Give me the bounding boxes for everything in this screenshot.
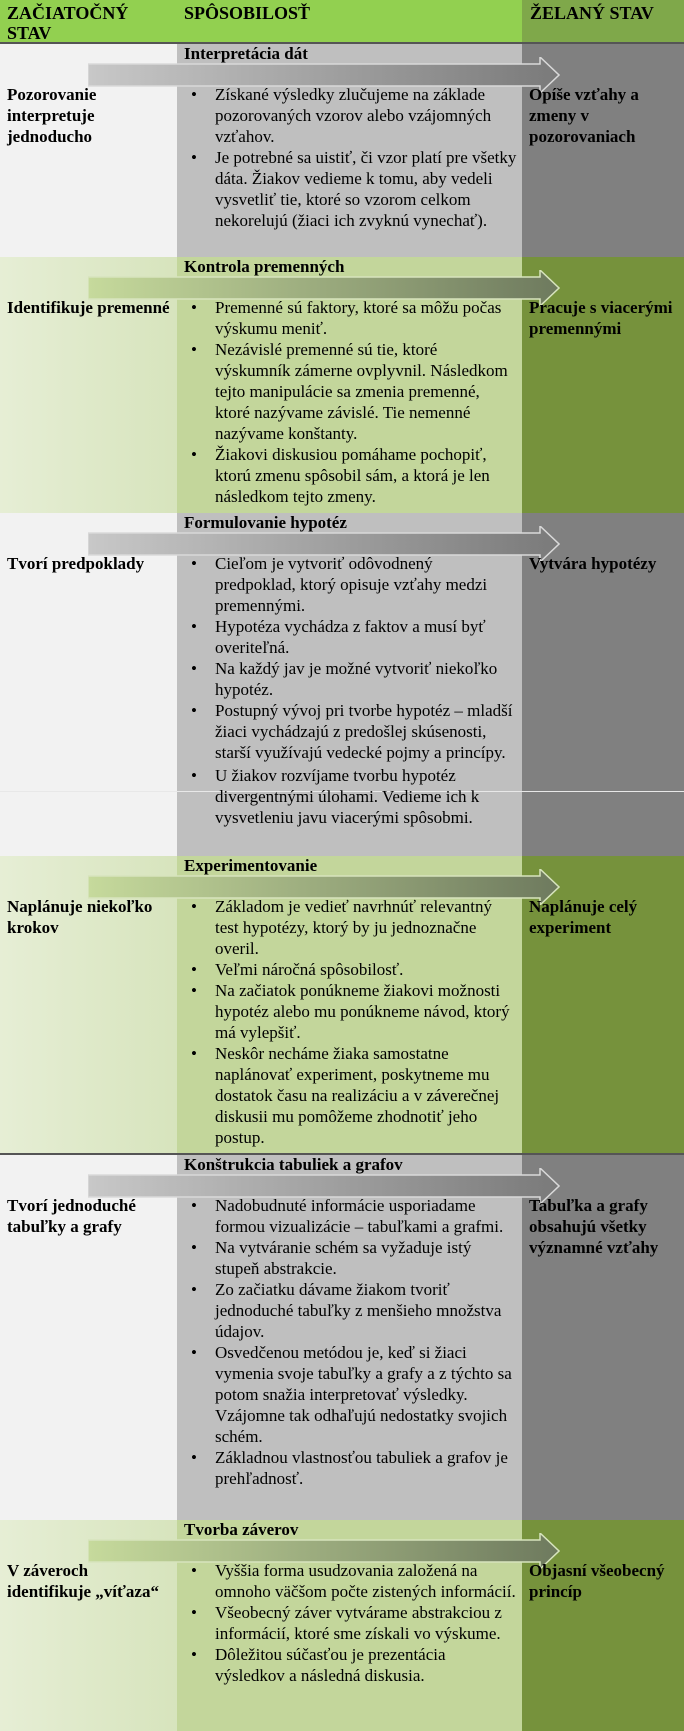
skill-bullets [177, 84, 517, 231]
list-item [177, 444, 517, 507]
list-item [177, 84, 517, 147]
bullet-text: Základnou vlastnosťou tabuliek a grafov je prehľadnosť. [215, 1448, 508, 1488]
skill-bullets [177, 297, 517, 507]
goal-state: Objasní všeobecný princíp [529, 1561, 665, 1601]
skill-heading: Konštrukcia tabuliek a grafov [184, 1155, 403, 1174]
list-item [177, 297, 517, 339]
bullet-text: Dôležitou súčasťou je prezentácia výsledkov a následná diskusia. [215, 1645, 446, 1685]
list-item [177, 1279, 517, 1342]
bullet-icon: • [191, 960, 197, 979]
bullet-icon: • [191, 1603, 197, 1622]
bullet-text: Hypotéza vychádza z faktov a musí byť overiteľná. [215, 617, 486, 657]
list-item [177, 1447, 517, 1489]
bullet-icon: • [191, 981, 197, 1000]
goal-state: Naplánuje celý experiment [529, 897, 638, 937]
bullet-icon: • [191, 554, 197, 573]
list-item [177, 339, 517, 444]
bullet-text: Veľmi náročná spôsobilosť. [215, 960, 404, 979]
bullet-text: Na začiatok ponúkneme žiakovi možnosti hypotéz alebo mu ponúkneme návod, ktorý má vylepšiť. [215, 981, 510, 1042]
list-item [177, 616, 517, 658]
bullet-text: Nadobudnuté informácie usporiadame formou vizualizácie – tabuľkami a grafmi. [215, 1196, 504, 1236]
list-item [177, 147, 517, 231]
section-experimentovanie [0, 856, 684, 1155]
start-state: Pozorovanie interpretuje jednoducho [7, 85, 97, 146]
skill-bullets [177, 1195, 517, 1489]
bullet-text: Osvedčenou metódou je, keď si žiaci vymenia svoje tabuľky a grafy a z týchto sa potom snažia interpretovať výsledky. Vzájomne tak odhaľujú nedostatky svojich schém. [215, 1343, 512, 1446]
list-item [177, 700, 517, 763]
bullet-icon: • [191, 1196, 197, 1215]
bullet-text: Je potrebné sa uistiť, či vzor platí pre všetky dáta. Žiakov vedieme k tomu, aby vedeli vysvetliť tie, ktoré so vzorom celkom nekorelujú (žiaci ich zvyknú vynechať). [215, 148, 517, 230]
bullet-text: Premenné sú faktory, ktoré sa môžu počas výskumu meniť. [215, 298, 502, 338]
bullet-text: Neskôr necháme žiaka samostatne naplánovať experiment, poskytneme mu dostatok času na realizáciu a v záverečnej diskusii mu pomôžeme zhodnotiť jeho postup. [215, 1044, 500, 1147]
start-state: Naplánuje niekoľko krokov [7, 897, 153, 937]
bullet-text: Získané výsledky zlučujeme na základe pozorovaných vzorov alebo vzájomných vzťahov. [215, 85, 492, 146]
bullet-icon: • [191, 897, 197, 916]
list-item [177, 1043, 517, 1148]
bullet-text: U žiakov rozvíjame tvorbu hypotéz divergentnými úlohami. Vedieme ich k vysvetleniu javu viacerými spôsobmi. [215, 766, 480, 827]
bullet-text: Nezávislé premenné sú tie, ktoré výskumník zámerne ovplyvnil. Následkom tejto manipulácie sa zmenia premenné, ktoré nazývame závislé. Tie nemenné nazývame konštanty. [215, 340, 508, 443]
list-item [177, 896, 517, 959]
header-start-state: ZAČIATOČNÝ STAV [0, 0, 177, 42]
goal-state: Tabuľka a grafy obsahujú všetky významné vzťahy [529, 1196, 659, 1257]
bullet-icon: • [191, 1238, 197, 1257]
bullet-icon: • [191, 1561, 197, 1580]
goal-state: Pracuje s viacerými premennými [529, 298, 673, 338]
section-konstrukcia-tabuliek [0, 1155, 684, 1520]
goal-state: Opíše vzťahy a zmeny v pozorovaniach [529, 85, 639, 146]
bullet-icon: • [191, 148, 197, 167]
bullet-text: Cieľom je vytvoriť odôvodnený predpoklad, ktorý opisuje vzťahy medzi premennými. [215, 554, 488, 615]
start-state: V záveroch identifikuje „víťaza“ [7, 1561, 159, 1601]
bullet-icon: • [191, 1645, 197, 1664]
bullet-text: Základom je vedieť navrhnúť relevantný test hypotézy, ktorý by ju jednoznačne overil. [215, 897, 492, 958]
list-item [177, 1342, 517, 1447]
bullet-icon: • [191, 298, 197, 317]
list-item [177, 1237, 517, 1279]
bullet-text: Vyššia forma usudzovania založená na omnoho väčšom počte zistených informácií. [215, 1561, 516, 1601]
bullet-text: Všeobecný záver vytvárame abstrakciou z informácií, ktoré sme získali vo výskume. [215, 1603, 502, 1643]
bullet-icon: • [191, 1280, 197, 1299]
skill-heading: Kontrola premenných [184, 257, 345, 276]
skill-bullets [177, 553, 517, 828]
skill-heading: Formulovanie hypotéz [184, 513, 347, 532]
skill-bullets [177, 1560, 517, 1686]
bullet-text: Zo začiatku dávame žiakom tvoriť jednoduché tabuľky z menšieho množstva údajov. [215, 1280, 502, 1341]
skill-bullets [177, 896, 517, 1148]
list-item [177, 553, 517, 616]
list-item [177, 1644, 517, 1686]
start-state: Tvorí jednoduché tabuľky a grafy [7, 1196, 136, 1236]
section-tvorba-zaverov [0, 1520, 684, 1731]
bullet-text: Na každý jav je možné vytvoriť niekoľko hypotéz. [215, 659, 498, 699]
start-state: Identifikuje premenné [7, 298, 170, 317]
list-item [177, 980, 517, 1043]
bullet-icon: • [191, 1044, 197, 1063]
bullet-icon: • [191, 659, 197, 678]
header-skill: SPÔSOBILOSŤ [177, 0, 522, 42]
list-item [177, 1602, 517, 1644]
bullet-icon: • [191, 1448, 197, 1467]
bullet-icon: • [191, 85, 197, 104]
start-state: Tvorí predpoklady [7, 554, 145, 573]
bullet-icon: • [191, 766, 197, 785]
list-item [177, 1560, 517, 1602]
bullet-icon: • [191, 617, 197, 636]
table-header [0, 0, 684, 44]
skill-heading: Interpretácia dát [184, 44, 308, 63]
list-item [177, 658, 517, 700]
list-item [177, 959, 517, 980]
bullet-text: Postupný vývoj pri tvorbe hypotéz – mladší žiaci vychádzajú z predošlej skúsenosti, starší využívajú vedecké pojmy a princípy. [215, 701, 513, 762]
bullet-icon: • [191, 1343, 197, 1362]
bullet-icon: • [191, 701, 197, 720]
skill-heading: Experimentovanie [184, 856, 318, 875]
bullet-icon: • [191, 445, 197, 464]
section-formulovanie-hypotez [0, 513, 684, 856]
list-item [177, 765, 517, 828]
section-kontrola-premennych [0, 257, 684, 513]
bullet-text: Na vytváranie schém sa vyžaduje istý stupeň abstrakcie. [215, 1238, 472, 1278]
list-item [177, 1195, 517, 1237]
section-interpretacia-dat [0, 44, 684, 257]
skill-heading: Tvorba záverov [184, 1520, 299, 1539]
bullet-icon: • [191, 340, 197, 359]
bullet-text: Žiakovi diskusiou pomáhame pochopiť, ktorú zmenu spôsobil sám, a ktorá je len následkom tejto zmeny. [215, 445, 490, 506]
header-goal-state: ŽELANÝ STAV [522, 0, 684, 42]
goal-state: Vytvára hypotézy [529, 554, 657, 573]
